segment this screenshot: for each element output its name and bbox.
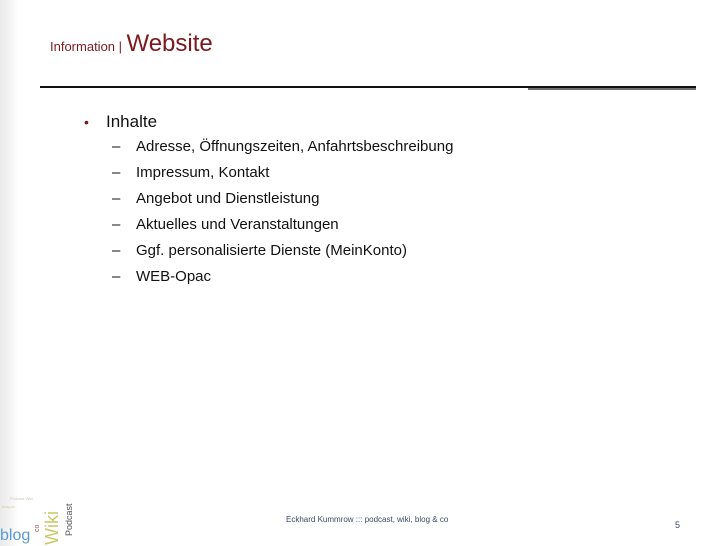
svg-text:blog co: blog co [2,504,15,509]
bullet-icon: • [84,114,89,130]
header-rule-accent [528,88,696,90]
logo-word-podcast: Podcast [64,503,74,536]
sub-list [112,138,453,294]
sub-item-text: Aktuelles und Veranstaltungen [136,216,339,233]
page-number: 5 [675,520,681,530]
slide-title: Website [126,30,213,57]
sub-item [112,216,453,242]
logo-word-wiki: Wiki [42,511,62,545]
svg-text:Podcast Wiki: Podcast Wiki [10,496,34,501]
left-decorative-strip [0,0,18,546]
logo-word-blog: blog [0,527,31,544]
dash-icon: – [112,216,121,233]
sub-item [112,242,453,268]
logo-word-co: co [34,524,41,532]
dash-icon: – [112,138,121,155]
footer-text: Eckhard Kummrow ::: podcast, wiki, blog & co [286,515,449,524]
slide-header [50,30,213,58]
sub-item-text: WEB-Opac [136,268,212,285]
sub-item [112,268,453,294]
section-label: Information | [50,39,123,54]
content-list [84,112,453,294]
dash-icon: – [112,242,121,259]
bullet-heading: Inhalte [106,112,158,131]
sub-item-text: Adresse, Öffnungszeiten, Anfahrtsbeschreibung [136,138,454,155]
sub-item [112,190,453,216]
dash-icon: – [112,268,121,285]
sub-item-text: Ggf. personalisierte Dienste (MeinKonto) [136,242,407,259]
dash-icon: – [112,190,121,207]
bullet-item-inhalte [84,112,453,132]
sub-item-text: Angebot und Dienstleistung [136,190,320,207]
dash-icon: – [112,164,121,181]
sub-item-text: Impressum, Kontakt [136,164,270,181]
word-cloud-logo [0,490,82,546]
sub-item [112,164,453,190]
sub-item [112,138,453,164]
